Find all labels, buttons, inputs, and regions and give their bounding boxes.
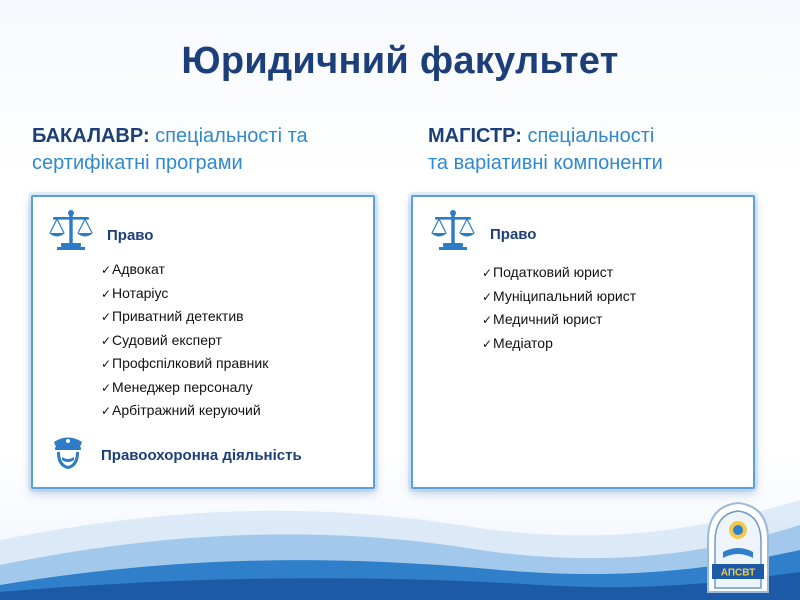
master-card [411, 195, 755, 489]
master-heading-line2: та варіативні компоненти [428, 152, 663, 174]
list-item: ✓Муніципальний юрист [482, 285, 636, 309]
scales-icon [47, 209, 95, 251]
list-item: ✓Податковий юрист [482, 261, 636, 285]
bachelor-card [31, 195, 375, 489]
list-item: ✓Нотаріус [101, 282, 268, 306]
bachelor-heading [32, 123, 392, 177]
list-item: ✓Арбітражний керуючий [101, 399, 268, 423]
scales-icon [429, 209, 477, 251]
check-icon: ✓ [482, 289, 493, 304]
check-icon: ✓ [482, 336, 493, 351]
master-section-pravo-label: Право [490, 226, 537, 243]
check-icon: ✓ [101, 286, 112, 301]
master-heading-line1: спеціальності [527, 125, 655, 147]
list-item: ✓Адвокат [101, 258, 268, 282]
check-icon: ✓ [101, 263, 112, 277]
check-icon: ✓ [482, 313, 493, 327]
list-item: ✓Профспілковий правник [101, 352, 268, 376]
master-pravo-list [482, 261, 636, 355]
check-icon: ✓ [101, 333, 112, 348]
check-icon: ✓ [101, 380, 112, 395]
logo-text: АПСВТ [720, 567, 756, 579]
master-heading-strong: МАГІСТР: [428, 125, 522, 147]
background-waves [0, 470, 800, 600]
university-emblem-icon [703, 500, 773, 595]
bachelor-pravo-list [101, 258, 268, 423]
check-icon: ✓ [101, 357, 112, 371]
check-icon: ✓ [101, 404, 112, 418]
check-icon: ✓ [482, 266, 493, 280]
bachelor-heading-line2: сертифікатні програми [32, 152, 243, 174]
bachelor-section-pravo-label: Право [107, 227, 154, 244]
bachelor-section-pravookhoronna-label: Правоохоронна діяльність [101, 447, 302, 464]
bachelor-heading-line1: спеціальності та [155, 125, 308, 147]
list-item: ✓Менеджер персоналу [101, 376, 268, 400]
police-officer-icon [51, 433, 85, 471]
list-item: ✓Судовий експерт [101, 329, 268, 353]
list-item: ✓Приватний детектив [101, 305, 268, 329]
list-item: ✓Медичний юрист [482, 308, 636, 332]
master-heading [428, 123, 788, 177]
list-item: ✓Медіатор [482, 332, 636, 356]
check-icon: ✓ [101, 310, 112, 324]
page-title: Юридичний факультет [181, 40, 619, 82]
bachelor-heading-strong: БАКАЛАВР: [32, 125, 150, 147]
